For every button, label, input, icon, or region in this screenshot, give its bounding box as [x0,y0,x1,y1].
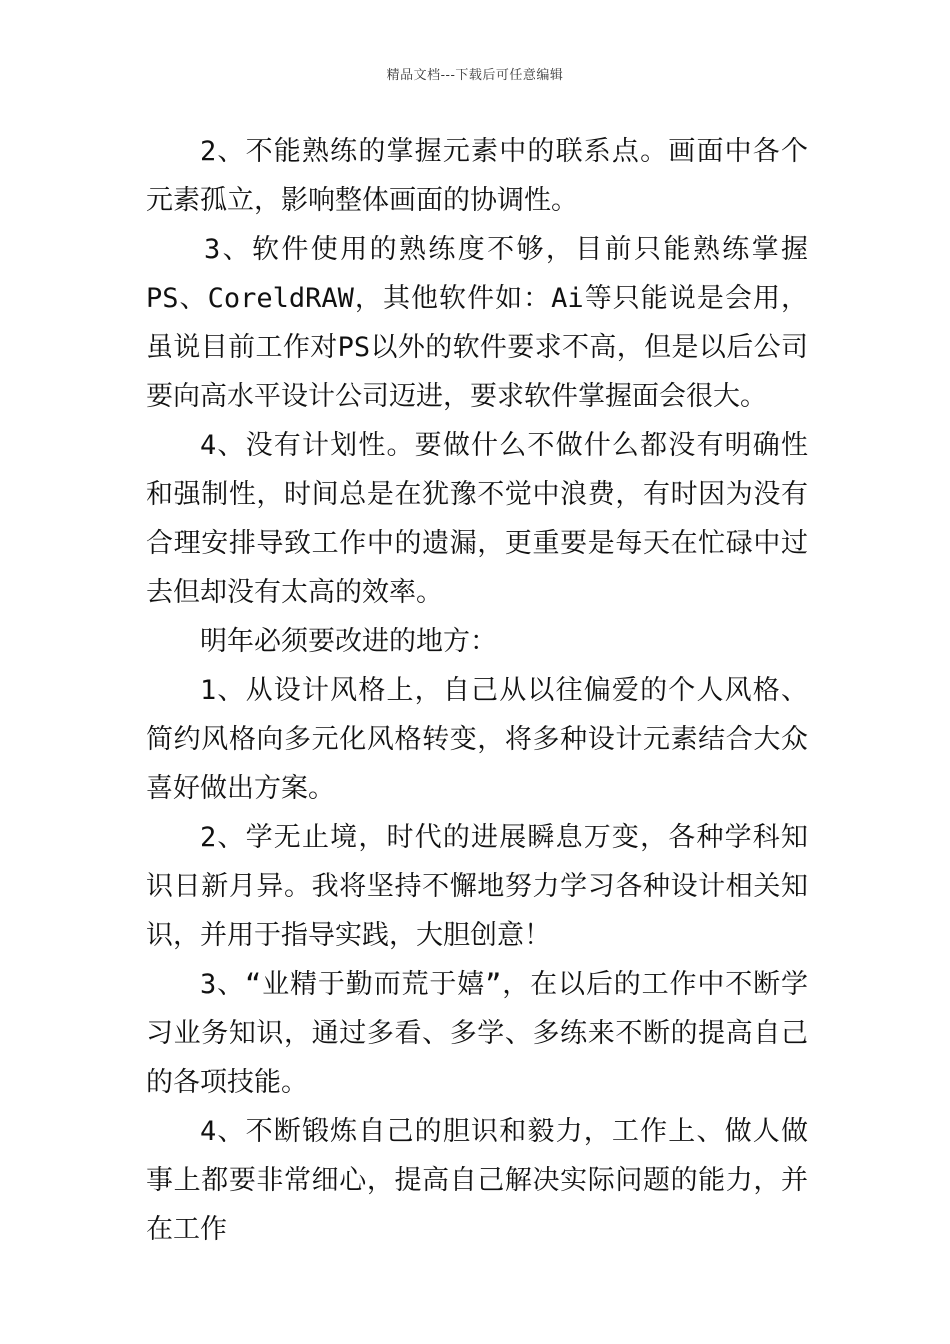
document-body [146,127,808,1254]
paragraph-weakness-2: 2、不能熟练的掌握元素中的联系点。画面中各个元素孤立，影响整体画面的协调性。 [146,136,808,216]
paragraph-improvement-3: 3、“业精于勤而荒于嬉”，在以后的工作中不断学习业务知识，通过多看、多学、多练来不断的提高自己的各项技能。 [146,969,808,1098]
paragraph-improvement-2: 2、学无止境，时代的进展瞬息万变，各种学科知识日新月异。我将坚持不懈地努力学习各种设计相关知识，并用于指导实践，大胆创意！ [146,822,808,951]
paragraph-weakness-4: 4、没有计划性。要做什么不做什么都没有明确性和强制性，时间总是在犹豫不觉中浪费，有时因为没有合理安排导致工作中的遗漏，更重要是每天在忙碌中过去但却没有太高的效率。 [146,430,808,608]
page-header: 精品文档---下载后可任意编辑 [386,68,564,83]
paragraph-improvement-1: 1、从设计风格上，自己从以往偏爱的个人风格、简约风格向多元化风格转变，将多种设计元素结合大众喜好做出方案。 [146,675,808,804]
paragraph-improvement-4: 4、不断锻炼自己的胆识和毅力，工作上、做人做事上都要非常细心，提高自己解决实际问题的能力，并在工作 [146,1116,808,1245]
paragraph-improvements-heading: 明年必须要改进的地方： [200,626,497,657]
paragraph-weakness-3: 3、软件使用的熟练度不够，目前只能熟练掌握PS、CoreldRAW，其他软件如：Ai等只能说是会用，虽说目前工作对PS以外的软件要求不高，但是以后公司要向高水平设计公司迈进，要求软件掌握面会很大。 [146,234,808,412]
